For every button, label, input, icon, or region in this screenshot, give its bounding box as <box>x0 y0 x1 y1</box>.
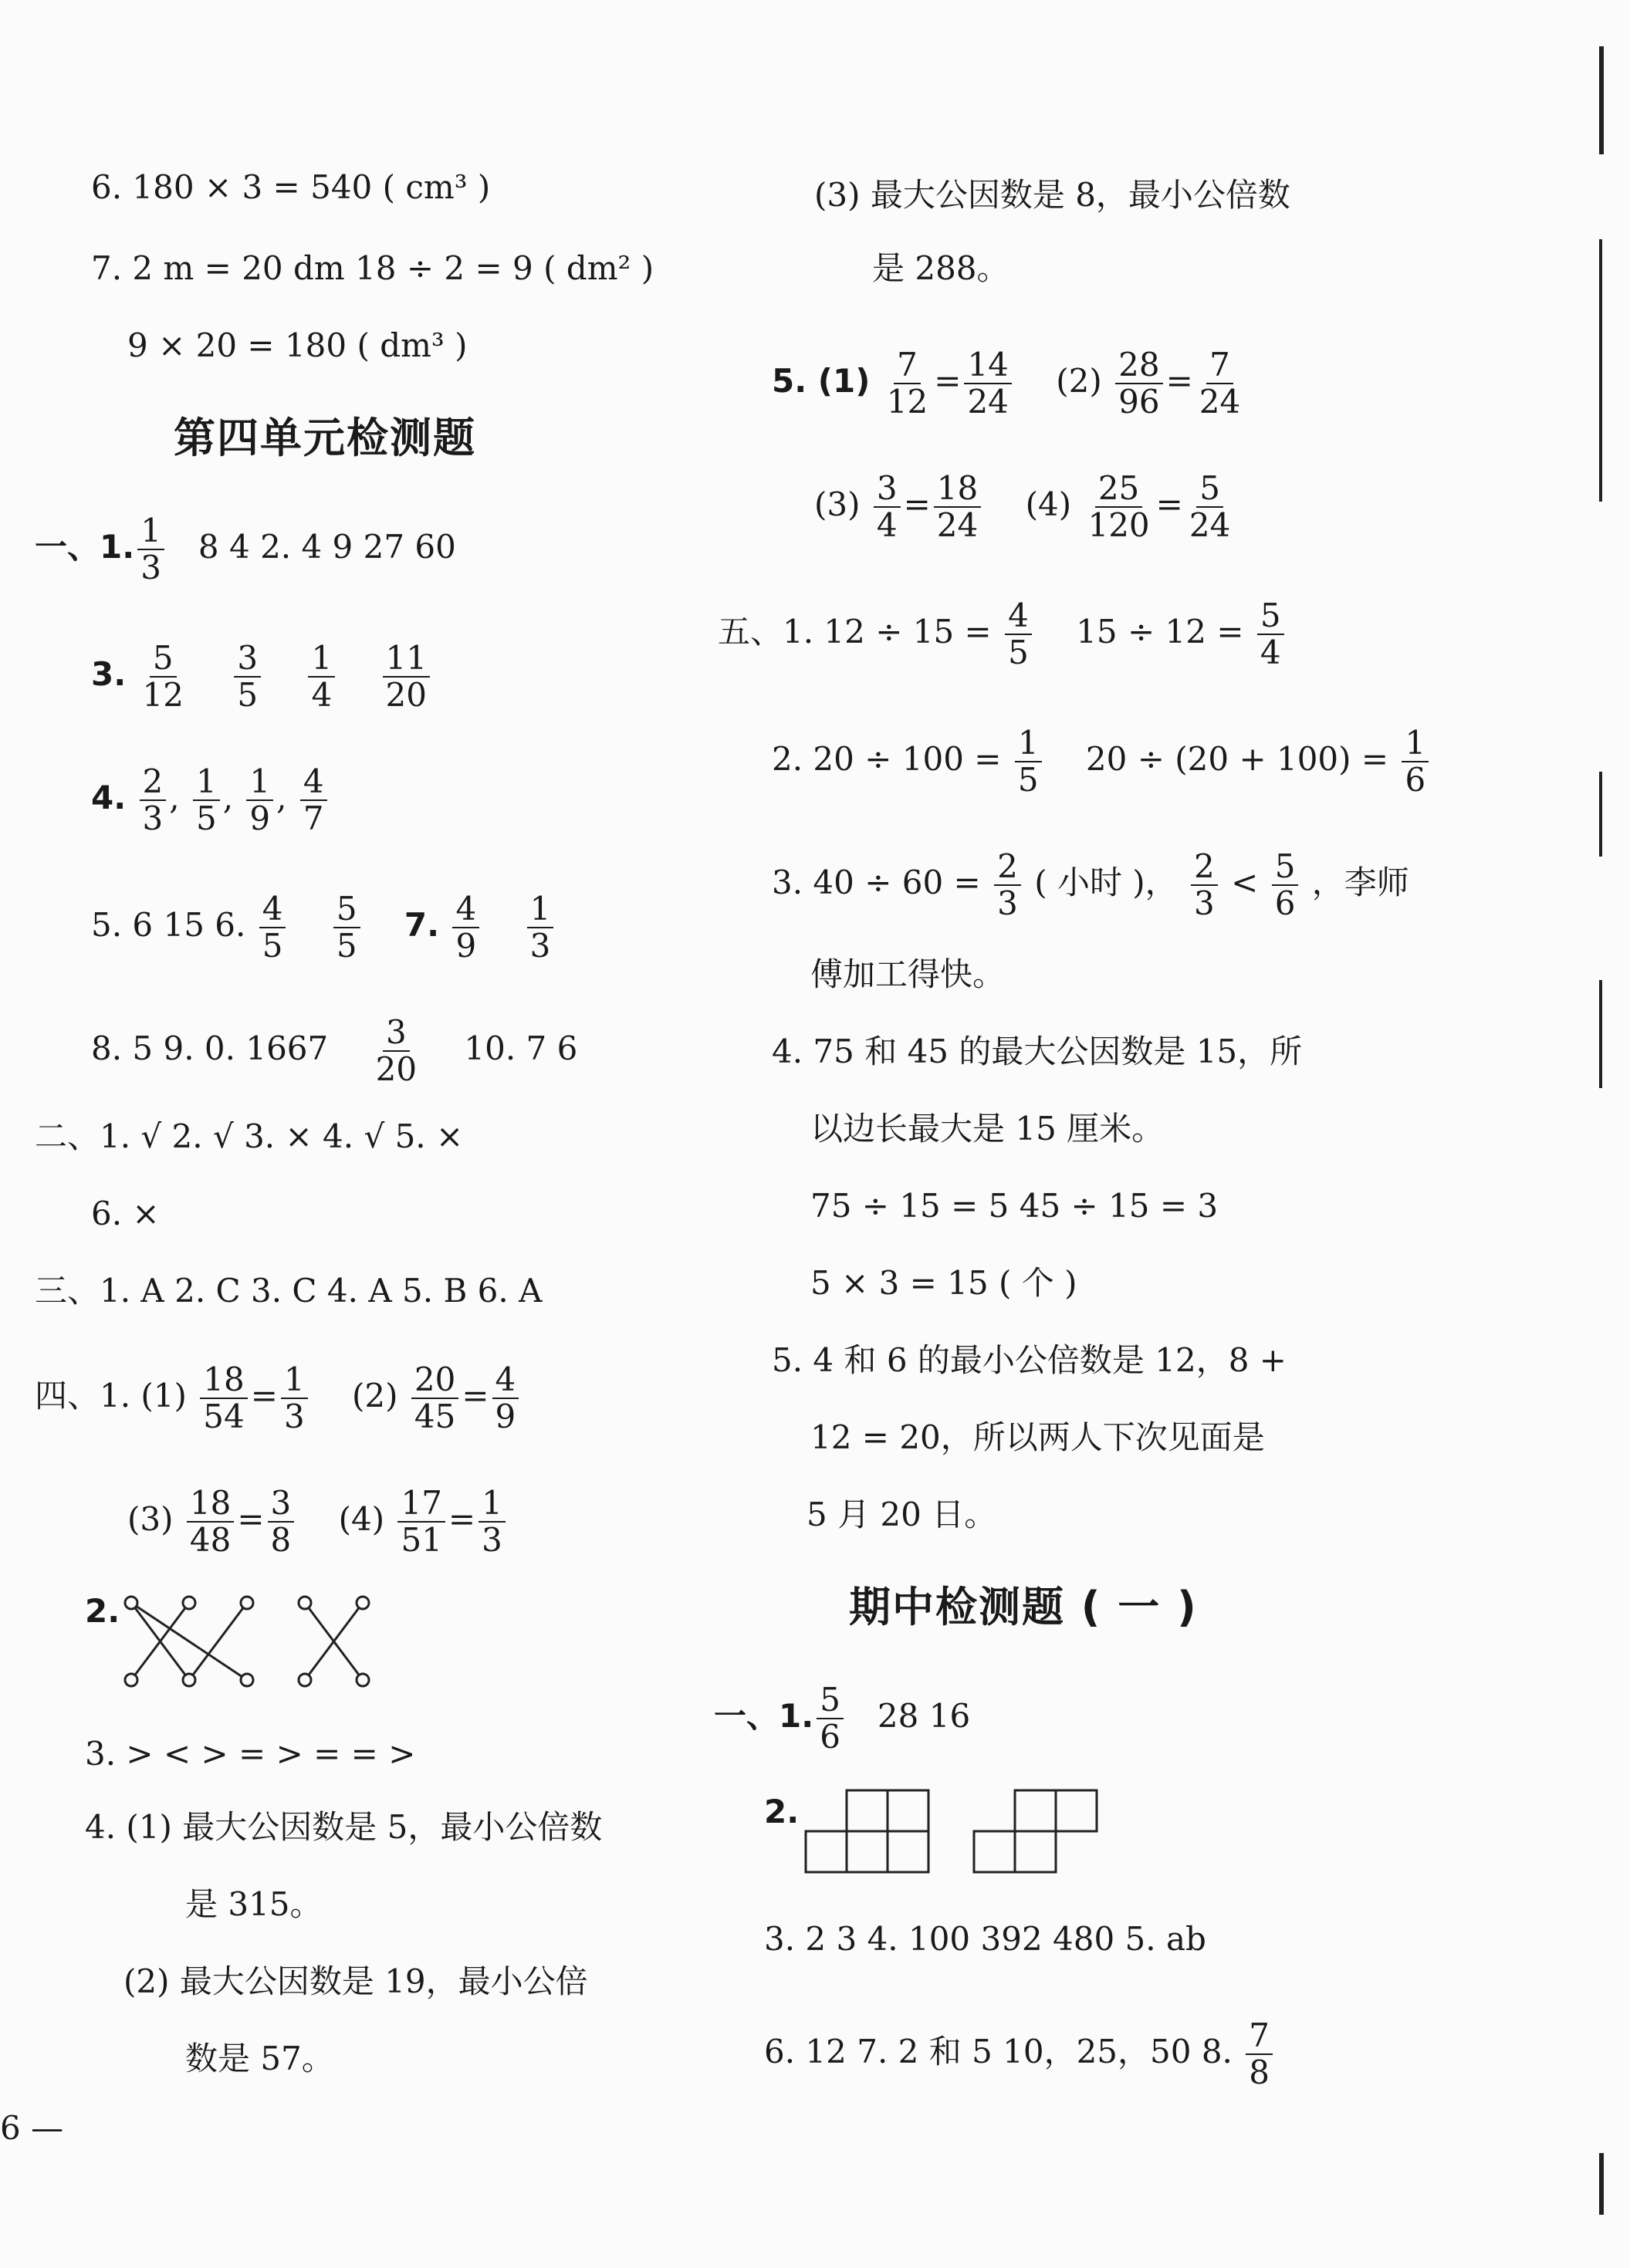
cube-net-diagrams <box>803 1786 1104 1879</box>
fraction: $\frac{5}{5}$ <box>333 891 360 964</box>
r-q6-line5c: 5 月 20 日。 <box>807 1496 997 1533</box>
fraction: $\frac{1}{5}$ <box>193 764 220 837</box>
line-7a: 7. 2 m = 20 dm 18 ÷ 2 = 9 ( dm² ) <box>91 249 654 287</box>
binding-edge-mark <box>1599 46 1604 154</box>
r-q6-line3d: 傅加工得快。 <box>810 955 1006 993</box>
fraction: $\frac{4}{5}$ <box>259 891 286 964</box>
r-q6-line5b: 12 = 20，所以两人下次见面是 <box>810 1418 1265 1456</box>
fraction: $\frac{1}{5}$ <box>1015 725 1042 798</box>
fraction: $\frac{1}{6}$ <box>1402 725 1429 798</box>
fraction: $\frac{11}{20}$ <box>383 641 430 713</box>
section-title-unit4: 第四单元检测题 <box>174 414 476 462</box>
fraction: $\frac{1}{3}$ <box>137 513 164 586</box>
fraction: $\frac{2}{3}$ <box>140 764 167 837</box>
binding-edge-mark <box>1599 2153 1604 2215</box>
line-7b: 9 × 20 = 180 ( dm³ ) <box>127 326 468 364</box>
fraction: $\frac{3}{8}$ <box>268 1486 295 1558</box>
fraction: $\frac{20}{45}$ <box>411 1362 458 1435</box>
q1-line5: 5. 6 15 6. $\frac{4}{5}$ $\frac{5}{5}$ 7. $\frac{4}{9}$ $\frac{1}{3}$ <box>91 891 556 964</box>
fraction: $\frac{7}{24}$ <box>1199 346 1241 421</box>
q4-line3: 3. > < > = > = = > <box>85 1735 416 1773</box>
fraction: $\frac{1}{3}$ <box>479 1486 506 1558</box>
r-q6-line4d: 5 × 3 = 15 ( 个 ) <box>810 1264 1077 1302</box>
r-q6-line3: 3. 40 ÷ 60 = $\frac{2}{3}$ ( 小时 )， $\frac{2}{3}$ < $\frac{5}{6}$ ，李师 <box>772 847 1409 922</box>
q1-line3: 3. $\frac{5}{12}$ $\frac{3}{5}$ $\frac{1}{4}$ $\frac{11}{20}$ <box>91 641 433 713</box>
fraction: $\frac{5}{6}$ <box>817 1682 844 1755</box>
r-q6-line4a: 4. 75 和 45 的最大公因数是 15，所 <box>772 1033 1303 1070</box>
fraction: $\frac{4}{7}$ <box>300 764 327 837</box>
q1-line8: 8. 5 9. 0. 1667 $\frac{3}{20}$ 10. 7 6 <box>91 1013 578 1088</box>
binding-edge-mark <box>1599 980 1602 1088</box>
fraction: $\frac{18}{54}$ <box>200 1362 247 1435</box>
fraction: $\frac{17}{51}$ <box>397 1486 445 1558</box>
r-q6-line5a: 5. 4 和 6 的最小公倍数是 12，8 + <box>772 1341 1287 1379</box>
line-6: 6. 180 × 3 = 540 ( cm³ ) <box>91 168 491 206</box>
q4-line4c: (2) 最大公因数是 19，最小公倍 <box>123 1962 588 2000</box>
section-title-midterm: 期中检测题 ( 一 ) <box>849 1583 1198 1631</box>
r-line3a: (3) 最大公因数是 8，最小公倍数 <box>814 176 1290 214</box>
matching-lines-diagram <box>116 1586 378 1698</box>
fraction: $\frac{28}{96}$ <box>1115 347 1162 420</box>
q4-line1: 四、1. (1) $\frac{18}{54}$ = $\frac{1}{3}$ (2) $\frac{20}{45}$ = $\frac{4}{9}$ <box>35 1362 522 1435</box>
m-q1-line3: 3. 2 3 4. 100 392 480 5. ab <box>764 1920 1206 1958</box>
fraction: $\frac{18}{24}$ <box>934 471 981 543</box>
q1-line1: 一、1. $\frac{1}{3}$ 8 4 2. 4 9 27 60 <box>35 512 456 586</box>
q1-line4: 4. $\frac{2}{3}$ , $\frac{1}{5}$ , $\frac{1}{9}$ , $\frac{4}{7}$ <box>91 764 330 837</box>
fraction: $\frac{3}{4}$ <box>874 471 901 543</box>
fraction: $\frac{3}{20}$ <box>375 1013 418 1088</box>
q4-line1b: (3) $\frac{18}{48}$ = $\frac{3}{8}$ (4) $\frac{17}{51}$ = $\frac{1}{3}$ <box>127 1486 509 1558</box>
q4-line4b: 是 315。 <box>185 1885 323 1923</box>
r-q6-line1: 五、1. 12 ÷ 15 = $\frac{4}{5}$ 15 ÷ 12 = $\frac{5}{4}$ <box>718 598 1287 671</box>
q3-line: 三、1. A 2. C 3. C 4. A 5. B 6. A <box>35 1272 543 1310</box>
q4-line2-label: 2. <box>85 1592 120 1630</box>
fraction: $\frac{14}{24}$ <box>964 347 1011 420</box>
r-q5-line1: 5. (1) $\frac{7}{12}$ = $\frac{14}{24}$ (2) $\frac{28}{96}$ = $\frac{7}{24}$ <box>772 347 1246 420</box>
q2-line2: 6. × <box>91 1195 160 1232</box>
fraction: $\frac{4}{9}$ <box>452 891 479 964</box>
fraction: $\frac{5}{12}$ <box>142 639 184 714</box>
q4-line4a: 4. (1) 最大公因数是 5，最小公倍数 <box>85 1808 603 1846</box>
page-number: 6 — <box>0 2109 64 2147</box>
fraction: $\frac{25}{120}$ <box>1087 469 1150 544</box>
q4-line4d: 数是 57。 <box>185 2040 334 2077</box>
r-line3b: 是 288。 <box>872 249 1009 287</box>
r-q6-line4c: 75 ÷ 15 = 5 45 ÷ 15 = 3 <box>810 1187 1219 1225</box>
r-q5-line2: (3) $\frac{3}{4}$ = $\frac{18}{24}$ (4) $\frac{25}{120}$ = $\frac{5}{24}$ <box>814 471 1236 543</box>
fraction: $\frac{5}{6}$ <box>1272 849 1299 921</box>
fraction: $\frac{7}{12}$ <box>886 346 928 421</box>
fraction: $\frac{3}{5}$ <box>234 641 261 713</box>
r-q6-line2: 2. 20 ÷ 100 = $\frac{1}{5}$ 20 ÷ (20 + 100) = $\frac{1}{6}$ <box>772 725 1432 798</box>
m-q1-line1: 一、1. $\frac{5}{6}$ 28 16 <box>714 1681 971 1756</box>
fraction: $\frac{18}{48}$ <box>187 1486 234 1558</box>
fraction: $\frac{1}{4}$ <box>308 641 335 713</box>
fraction: $\frac{4}{5}$ <box>1005 598 1032 671</box>
fraction: $\frac{1}{3}$ <box>527 891 554 964</box>
m-q1-line2-label: 2. <box>764 1793 800 1830</box>
binding-edge-mark <box>1599 239 1602 502</box>
q2-line1: 二、1. √ 2. √ 3. × 4. √ 5. × <box>35 1117 464 1155</box>
r-q6-line4b: 以边长最大是 15 厘米。 <box>810 1110 1165 1148</box>
fraction: $\frac{5}{4}$ <box>1257 598 1284 671</box>
binding-edge-mark <box>1599 772 1602 857</box>
fraction: $\frac{7}{8}$ <box>1246 2018 1273 2091</box>
fraction: $\frac{2}{3}$ <box>994 849 1021 921</box>
fraction: $\frac{2}{3}$ <box>1191 849 1218 921</box>
fraction: $\frac{1}{9}$ <box>246 764 273 837</box>
fraction: $\frac{1}{3}$ <box>281 1362 308 1435</box>
fraction: $\frac{4}{9}$ <box>492 1362 519 1435</box>
m-q1-line6: 6. 12 7. 2 和 5 10，25，50 8. $\frac{7}{8}$ <box>764 2018 1276 2091</box>
fraction: $\frac{5}{24}$ <box>1189 469 1231 544</box>
